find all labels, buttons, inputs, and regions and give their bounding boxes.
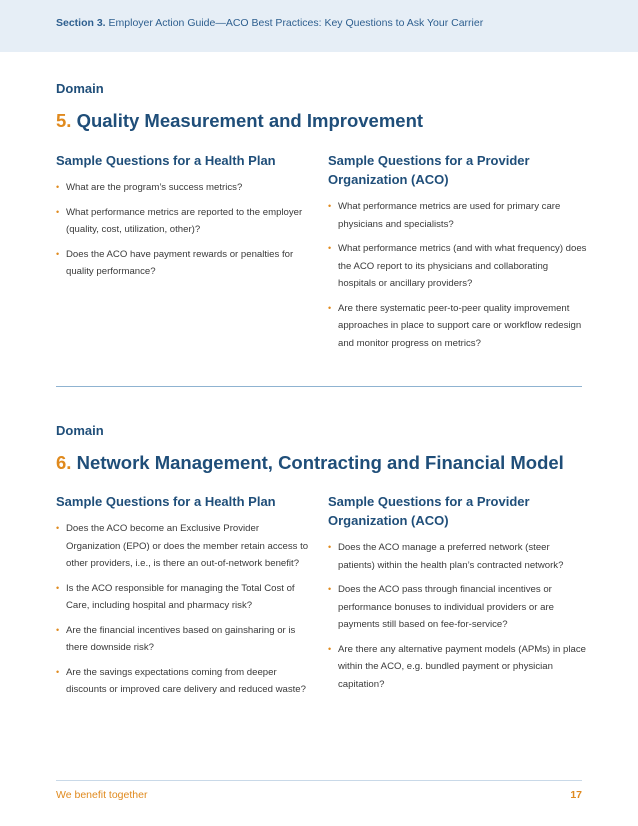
page-header [0,0,638,52]
health-plan-questions [56,151,316,288]
section-divider [56,386,582,387]
question-item: • What are the program’s success metrics? [56,182,243,193]
question-item: • Are the financial incentives based on gainsharing or is there downside risk? [56,624,296,653]
domain-label: Domain [56,81,104,96]
section-title: Network Management, Contracting and Financial Model [76,452,564,473]
column-title: Sample Questions for a Health Plan [56,153,276,168]
question-item: • What performance metrics are reported to the employer (quality, cost, utilization, other)? [56,206,303,235]
question-item: • Are there any alternative payment models (APMs) in place within the ACO, e.g. bundled payment or physician capitation? [328,643,586,690]
column-title: Sample Questions for a Health Plan [56,494,276,509]
column-title: Sample Questions for a Provider Organization (ACO) [328,153,530,187]
header-title: Employer Action Guide—ACO Best Practices: Key Questions to Ask Your Carrier [108,17,484,29]
running-header [56,17,483,29]
health-plan-questions [56,492,316,706]
header-section: Section 3. [56,17,106,29]
section-title: Quality Measurement and Improvement [76,110,424,131]
page-number: 17 [570,789,582,801]
question-item: • What performance metrics (and with what frequency) does the ACO report to its physicians and collaborating hospitals or ancillary providers? [328,243,587,289]
provider-org-questions [328,492,588,700]
column-title: Sample Questions for a Provider Organization (ACO) [328,494,530,528]
question-item: • Does the ACO have payment rewards or penalties for quality performance? [56,248,294,277]
section-number: 6. [56,452,72,473]
question-item: • Is the ACO responsible for managing the Total Cost of Care, including hospital and pharmacy risk? [56,582,295,611]
provider-org-questions [328,151,588,359]
question-item: • Are the savings expectations coming from deeper discounts or improved care delivery and reduced waste? [56,666,306,695]
section-heading [56,452,564,474]
footer-tagline: We benefit together [56,789,148,801]
footer-divider [56,780,582,781]
question-item: • Does the ACO become an Exclusive Provider Organization (EPO) or does the member retain access to other providers, i.e., is there an out-of-network benefit? [56,523,309,569]
section-heading [56,110,423,132]
question-item: • What performance metrics are used for primary care physicians and specialists? [328,201,561,230]
domain-label: Domain [56,423,104,438]
section-number: 5. [56,110,72,131]
question-item: • Are there systematic peer-to-peer quality improvement approaches in place to support care or workflow redesign and monitor progress on metrics? [328,302,582,349]
question-item: • Does the ACO manage a preferred network (steer patients) within the health plan’s contracted network? [328,542,564,571]
question-item: • Does the ACO pass through financial incentives or performance bonuses to individual providers or are payments still based on fee-for-service? [328,584,554,630]
